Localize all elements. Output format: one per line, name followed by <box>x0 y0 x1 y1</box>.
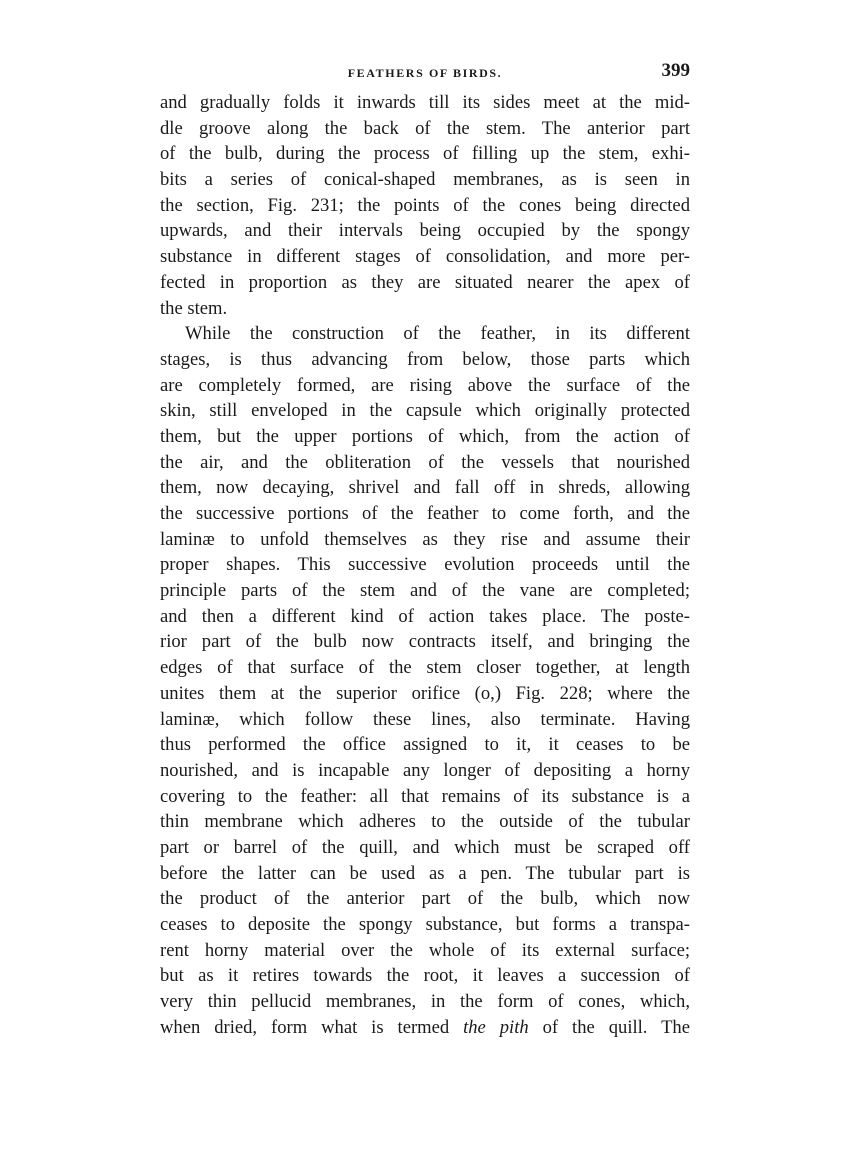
text-line: upwards, and their intervals being occupied by the spongy <box>160 220 690 242</box>
text-line: part or barrel of the quill, and which must be scraped off <box>160 836 690 858</box>
text-line: the section, Fig. 231; the points of the cones being directed <box>160 194 690 216</box>
text-line: before the latter can be used as a pen. The tubular part is <box>160 862 690 884</box>
text-line: covering to the feather: all that remains of its substance is a <box>160 785 690 807</box>
text-line: nourished, and is incapable any longer of depositing a horny <box>160 759 690 781</box>
text-segment: of the quill. The <box>528 1016 690 1038</box>
text-line: substance in different stages of consolidation, and more per- <box>160 246 690 268</box>
text-line: thin membrane which adheres to the outside of the tubular <box>160 811 690 833</box>
text-segment: when dried, form what is termed <box>160 1016 464 1038</box>
text-line: the product of the anterior part of the bulb, which now <box>160 888 690 910</box>
text-line: and then a different kind of action takes place. The poste- <box>160 605 690 627</box>
text-line: While the construction of the feather, in its different <box>185 323 690 345</box>
text-line: them, but the upper portions of which, from the action of <box>160 425 690 447</box>
body-text <box>160 90 690 1040</box>
page-number: 399 <box>661 60 690 81</box>
text-line: very thin pellucid membranes, in the form of cones, which, <box>160 991 690 1013</box>
text-line: bits a series of conical-shaped membranes, as is seen in <box>160 169 690 191</box>
text-line: and gradually folds it inwards till its sides meet at the mid- <box>160 92 690 113</box>
text-line: skin, still enveloped in the capsule which originally protected <box>160 400 690 422</box>
text-line: them, now decaying, shrivel and fall off in shreds, allowing <box>160 477 690 499</box>
running-title: FEATHERS OF BIRDS. <box>347 66 503 80</box>
text-line: of the bulb, during the process of filling up the stem, exhi- <box>160 143 690 165</box>
text-line: are completely formed, are rising above the surface of the <box>160 374 690 396</box>
text-line: unites them at the superior orifice (o,) Fig. 228; where the <box>160 682 690 704</box>
text-line <box>160 1015 690 1041</box>
text-line: ceases to deposite the spongy substance, but forms a transpa- <box>160 914 690 935</box>
text-line: laminæ, which follow these lines, also terminate. Having <box>160 708 690 730</box>
text-line: laminæ to unfold themselves as they rise and assume their <box>160 528 690 550</box>
text-line: but as it retires towards the root, it leaves a succession of <box>160 965 690 987</box>
text-line: stages, is thus advancing from below, those parts which <box>160 348 690 370</box>
italic-term: the pith <box>463 1016 529 1038</box>
text-line: the air, and the obliteration of the vessels that nourished <box>160 451 690 473</box>
text-line: fected in proportion as they are situated nearer the apex of <box>160 271 690 293</box>
text-line: rior part of the bulb now contracts itself, and bringing the <box>160 631 690 653</box>
text-line: the stem. <box>160 297 228 319</box>
text-line: principle parts of the stem and of the vane are completed; <box>160 580 690 602</box>
text-line: dle groove along the back of the stem. The anterior part <box>160 117 690 139</box>
running-head <box>160 60 690 84</box>
text-line: thus performed the office assigned to it, it ceases to be <box>160 734 690 756</box>
text-line: rent horny material over the whole of its external surface; <box>160 939 690 961</box>
text-line: edges of that surface of the stem closer together, at length <box>160 657 690 679</box>
text-line: proper shapes. This successive evolution proceeds until the <box>160 554 690 576</box>
text-line: the successive portions of the feather to come forth, and the <box>160 503 690 524</box>
